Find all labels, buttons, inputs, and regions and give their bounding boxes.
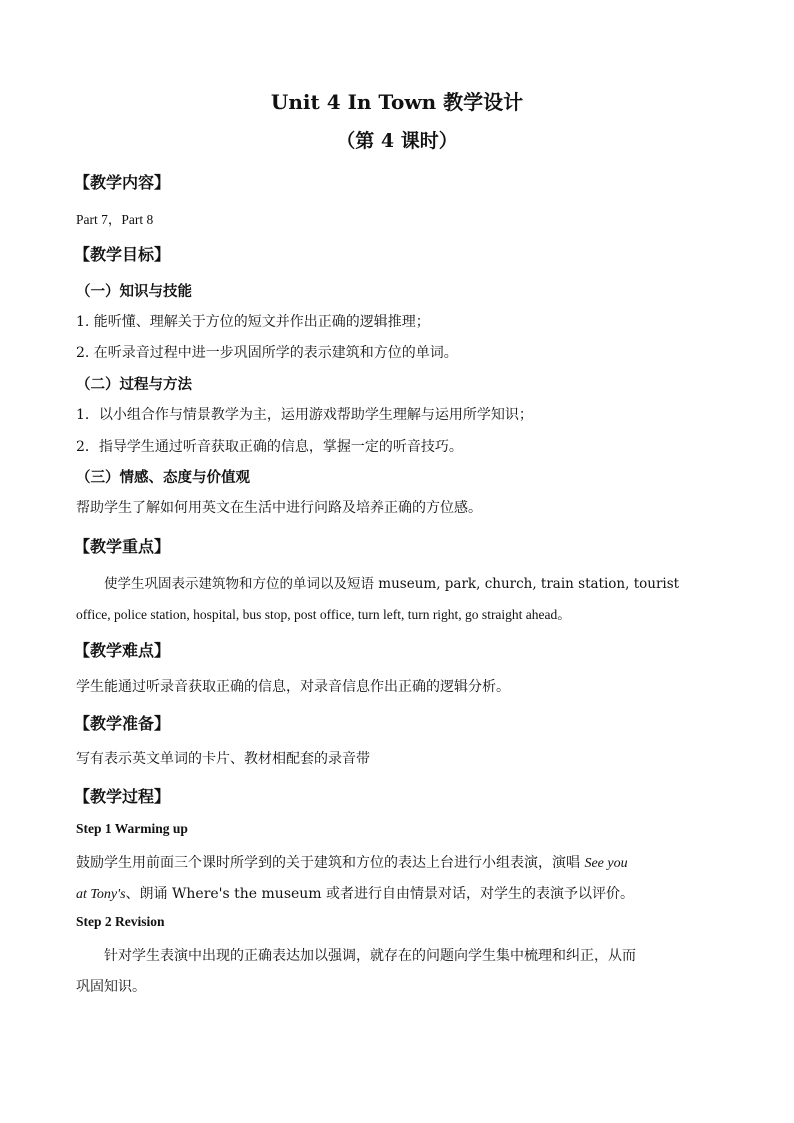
content-text: Part 7，Part 8 (76, 212, 154, 227)
step-1-line-2-text: 、朗诵 Where's the museum 或者进行自由情景对话，对学生的表演予以评价。 (125, 886, 635, 902)
step-1-line-1 (76, 852, 628, 872)
preparation-text: 写有表示英文单词的卡片、教材相配套的录音带 (76, 751, 370, 767)
song-title-part-1: See you (584, 856, 628, 871)
key-points-line-2: office, police station, hospital, bus stop, post office, turn left, turn right, go straight ahead。 (76, 607, 571, 622)
document-title: Unit 4 In Town 教学设计 (270, 90, 524, 114)
goals-emotion-heading: （三）情感、态度与价值观 (76, 469, 250, 486)
step-1-line-2 (76, 883, 634, 903)
step-1-title: Step 1 Warming up (76, 821, 188, 836)
goals-process-item-2: 2．指导学生通过听音获取正确的信息，掌握一定的听音技巧。 (76, 439, 463, 455)
step-2-line-2: 巩固知识。 (76, 979, 146, 995)
section-heading-process: 【教学过程】 (74, 787, 171, 806)
document-subtitle: （第 4 课时） (336, 130, 458, 152)
goals-knowledge-item-2: 2. 在听录音过程中进一步巩固所学的表示建筑和方位的单词。 (76, 345, 458, 361)
goals-emotion-text: 帮助学生了解如何用英文在生活中进行问路及培养正确的方位感。 (76, 500, 482, 516)
section-heading-goals: 【教学目标】 (74, 245, 171, 264)
difficulties-text: 学生能通过听录音获取正确的信息，对录音信息作出正确的逻辑分析。 (76, 679, 510, 695)
section-heading-difficulties: 【教学难点】 (74, 641, 171, 660)
section-heading-key-points: 【教学重点】 (74, 537, 171, 556)
goals-process-heading: （二）过程与方法 (76, 376, 192, 393)
song-title-part-2: at Tony's (76, 887, 126, 902)
step-2-title: Step 2 Revision (76, 914, 165, 929)
step-1-line-1-text: 鼓励学生用前面三个课时所学到的关于建筑和方位的表达上台进行小组表演，演唱 (76, 855, 585, 871)
key-points-line-1: 使学生巩固表示建筑物和方位的单词以及短语 museum, park, church, train station, tourist (104, 576, 680, 592)
step-2-line-1: 针对学生表演中出现的正确表达加以强调，就存在的问题向学生集中梳理和纠正，从而 (104, 948, 636, 964)
goals-process-item-1: 1．以小组合作与情景教学为主，运用游戏帮助学生理解与运用所学知识； (76, 407, 533, 423)
section-heading-preparation: 【教学准备】 (74, 714, 171, 733)
section-heading-content: 【教学内容】 (74, 173, 171, 192)
goals-knowledge-heading: （一）知识与技能 (76, 283, 192, 300)
goals-knowledge-item-1: 1. 能听懂、理解关于方位的短文并作出正确的逻辑推理； (76, 314, 430, 330)
